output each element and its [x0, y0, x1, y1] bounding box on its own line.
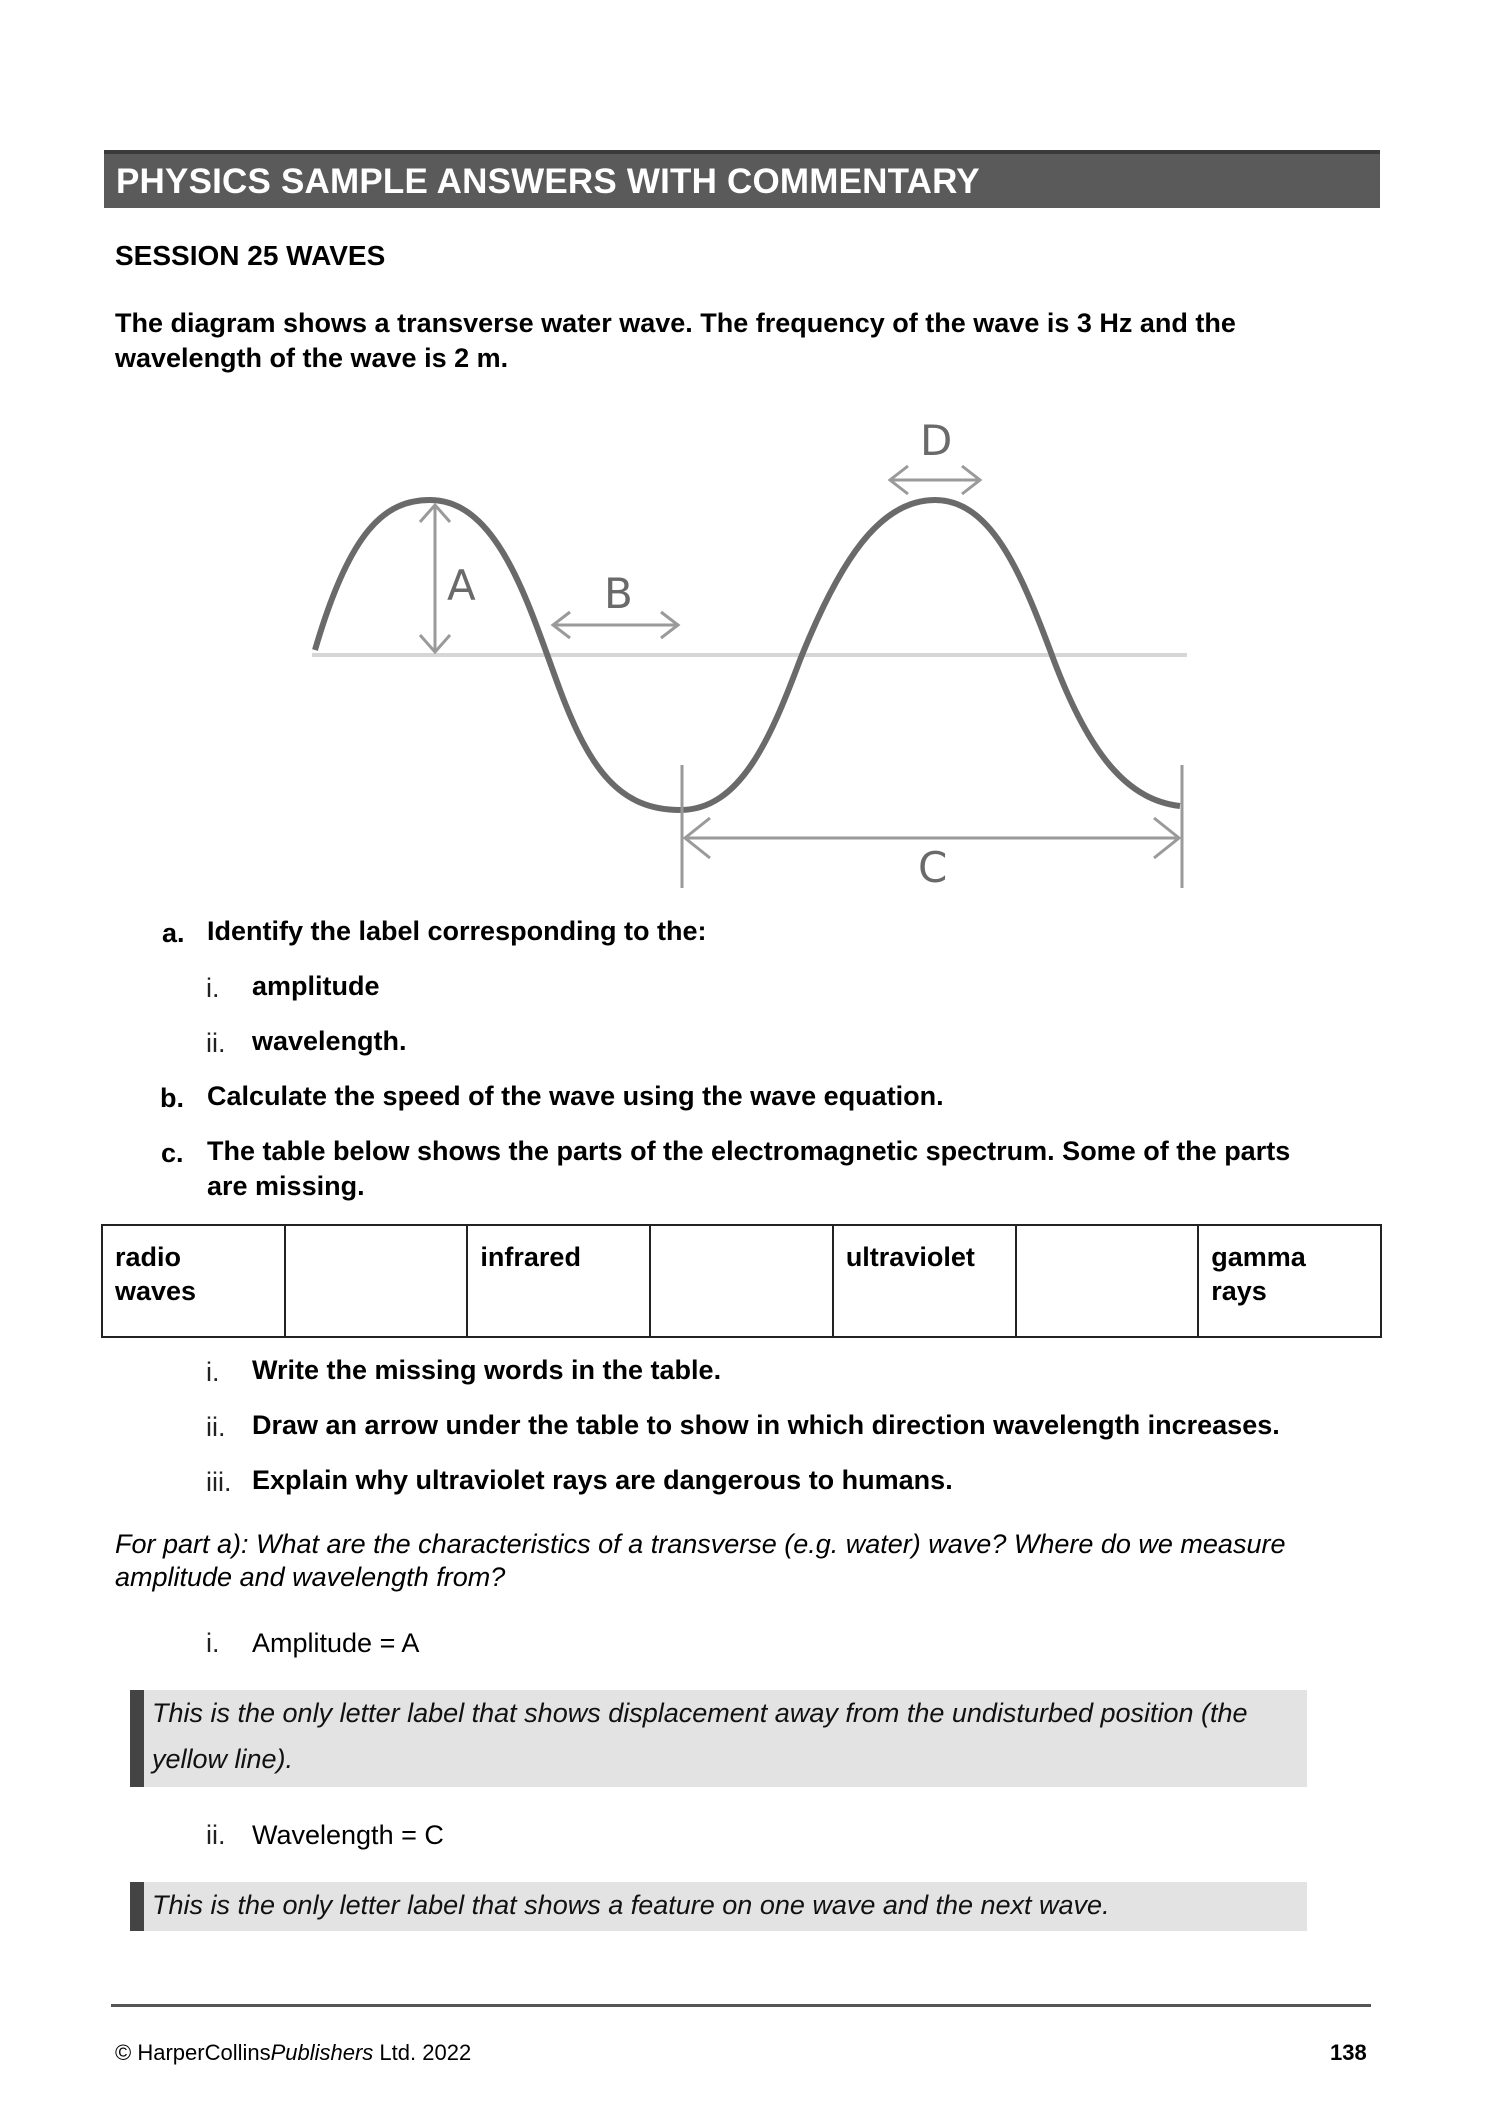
commentary-1-line-2: yellow line). — [152, 1744, 294, 1774]
table-cell-blank-3[interactable] — [1016, 1225, 1199, 1337]
question-a-label: a. — [162, 918, 185, 948]
question-a-text: Identify the label corresponding to the: — [207, 916, 707, 946]
commentary-1-line-1: This is the only letter label that shows displacement away from the undisturbed position (the — [152, 1698, 1248, 1728]
question-c-item-1-num: i. — [206, 1357, 220, 1387]
table-cell-radio-waves: radio waves — [102, 1225, 285, 1337]
table-cell-gamma-rays: gamma rays — [1198, 1225, 1381, 1337]
intro-line-1: The diagram shows a transverse water wave. The frequency of the wave is 3 Hz and the — [115, 308, 1236, 338]
question-b-label: b. — [160, 1083, 184, 1113]
page-number: 138 — [1330, 2040, 1367, 2065]
table-cell-ultraviolet: ultraviolet — [833, 1225, 1016, 1337]
table-cell-infrared: infrared — [467, 1225, 650, 1337]
footer-copyright: © HarperCollinsPublishers Ltd. 2022 — [115, 2040, 472, 2065]
question-c-item-2-text: Draw an arrow under the table to show in which direction wavelength increases. — [252, 1410, 1280, 1440]
answer-1-num: i. — [206, 1628, 220, 1658]
footer-divider — [111, 2004, 1371, 2007]
amplitude-arrow — [420, 505, 450, 652]
commentary-2-line-1: This is the only letter label that shows a feature on one wave and the next wave. — [152, 1890, 1110, 1920]
question-a-item-1-text: amplitude — [252, 971, 380, 1001]
commentary-box-2 — [130, 1882, 1307, 1931]
intro-line-2: wavelength of the wave is 2 m. — [115, 343, 509, 373]
question-c-item-3-num: iii. — [206, 1467, 232, 1497]
question-c-item-2-num: ii. — [206, 1412, 226, 1442]
question-c-label: c. — [161, 1138, 184, 1168]
table-cell-blank-1[interactable] — [285, 1225, 468, 1337]
question-c-item-1-text: Write the missing words in the table. — [252, 1355, 722, 1385]
question-a-item-2-num: ii. — [206, 1028, 226, 1058]
session-title: SESSION 25 WAVES — [115, 240, 386, 271]
question-c-item-3-text: Explain why ultraviolet rays are dangerous to humans. — [252, 1465, 953, 1495]
answer-2-text: Wavelength = C — [252, 1820, 444, 1850]
label-c: C — [918, 843, 948, 892]
table-cell-blank-2[interactable] — [650, 1225, 833, 1337]
page-title: PHYSICS SAMPLE ANSWERS WITH COMMENTARY — [116, 162, 980, 201]
label-b: B — [604, 569, 633, 618]
label-a: A — [447, 561, 476, 610]
question-b-text: Calculate the speed of the wave using the wave equation. — [207, 1081, 944, 1111]
guidance-text: For part a): What are the characteristics of a transverse (e.g. water) wave? Where do we measure amplitude and wavelength from? — [115, 1529, 1286, 1592]
label-d: D — [920, 416, 953, 465]
question-c-text: The table below shows the parts of the electromagnetic spectrum. Some of the parts are missing. — [207, 1136, 1291, 1201]
table-row — [102, 1225, 1381, 1337]
question-a-item-2-text: wavelength. — [252, 1026, 407, 1056]
label-d-arrow — [890, 466, 980, 494]
em-spectrum-table — [101, 1224, 1382, 1338]
wave-diagram — [0, 0, 1500, 900]
commentary-box-1 — [130, 1690, 1307, 1787]
question-a-item-1-num: i. — [206, 973, 220, 1003]
answer-1-text: Amplitude = A — [252, 1628, 420, 1658]
answer-2-num: ii. — [206, 1820, 226, 1850]
